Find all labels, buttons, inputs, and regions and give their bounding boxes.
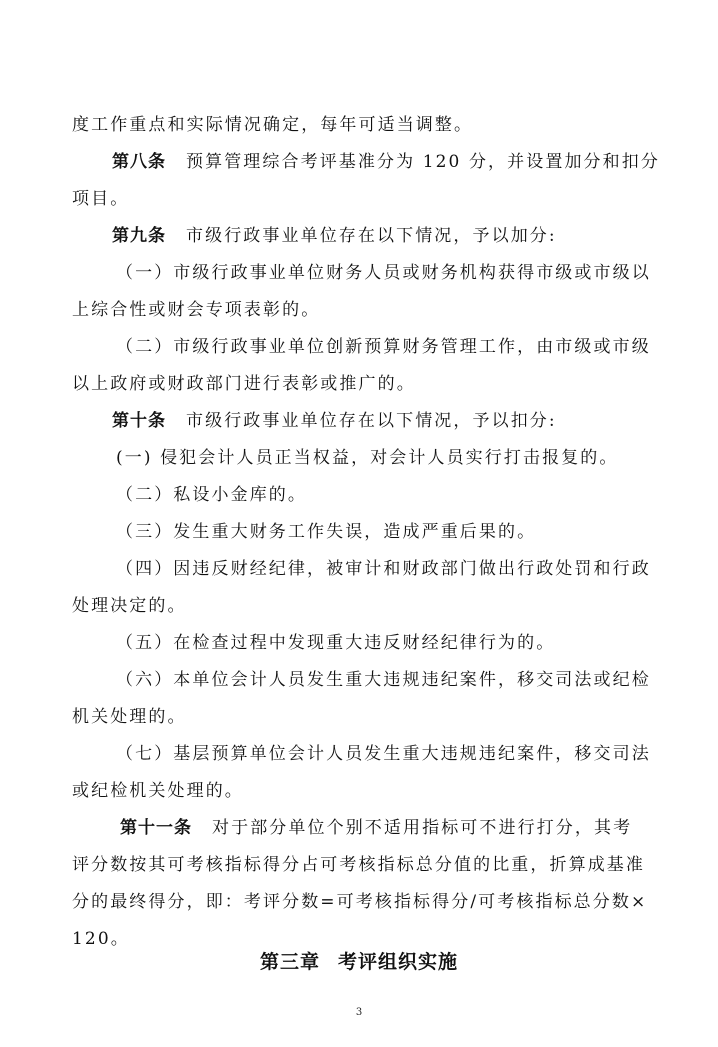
paragraph-line: 或纪检机关处理的。 [72, 781, 244, 801]
article-8-line [72, 144, 668, 181]
article-11-line [72, 810, 668, 847]
article-10-title: 第十条 [112, 411, 166, 431]
paragraph-line: 以上政府或财政部门进行表彰或推广的。 [72, 374, 416, 394]
chapter-heading [0, 944, 718, 980]
chapter-title: 考评组织实施 [338, 951, 459, 973]
article-11-title: 第十一条 [120, 818, 192, 838]
paragraph-line: 上综合性或财会专项表彰的。 [72, 300, 321, 320]
page-number: 3 [355, 1007, 363, 1018]
paragraph-line: 评分数按其可考核指标得分占可考核指标总分值的比重，折算成基准 [72, 855, 645, 875]
article-9-line [72, 218, 668, 255]
paragraph-line: 度工作重点和实际情况确定，每年可适当调整。 [72, 115, 474, 135]
paragraph-line: （二）私设小金库的。 [116, 485, 307, 505]
paragraph-line: 处理决定的。 [72, 596, 187, 616]
paragraph-line: （四）因违反财经纪律，被审计和财政部门做出行政处罚和行政 [116, 559, 651, 579]
paragraph-line: （七）基层预算单位会计人员发生重大违规违纪案件，移交司法 [116, 744, 651, 764]
paragraph-line: 分的最终得分，即：考评分数=可考核指标得分/可考核指标总分数× [72, 892, 648, 912]
paragraph-line: （二）市级行政事业单位创新预算财务管理工作，由市级或市级 [116, 337, 651, 357]
paragraph-line: (一) 侵犯会计人员正当权益，对会计人员实行打击报复的。 [116, 448, 619, 468]
article-8-text: 预算管理综合考评基准分为 120 分，并设置加分和扣分 [186, 152, 660, 172]
chapter-number: 第三章 [259, 951, 320, 973]
article-9-title: 第九条 [112, 226, 166, 246]
article-9-text: 市级行政事业单位存在以下情况，予以加分: [186, 226, 557, 246]
article-11-text: 对于部分单位个别不适用指标可不进行打分，其考 [212, 818, 633, 838]
article-10-line [72, 403, 668, 440]
paragraph-line: 120。 [72, 929, 130, 949]
paragraph-line: 项目。 [72, 189, 130, 209]
paragraph-line: （五）在检查过程中发现重大违反财经纪律行为的。 [116, 633, 556, 653]
paragraph-line: 机关处理的。 [72, 707, 187, 727]
article-10-text: 市级行政事业单位存在以下情况，予以扣分: [186, 411, 557, 431]
paragraph-line: （六）本单位会计人员发生重大违规违纪案件，移交司法或纪检 [116, 670, 651, 690]
paragraph-line: （三）发生重大财务工作失误，造成严重后果的。 [116, 522, 537, 542]
document-body [72, 107, 668, 958]
article-8-title: 第八条 [112, 152, 166, 172]
paragraph-line: （一）市级行政事业单位财务人员或财务机构获得市级或市级以 [116, 263, 651, 283]
